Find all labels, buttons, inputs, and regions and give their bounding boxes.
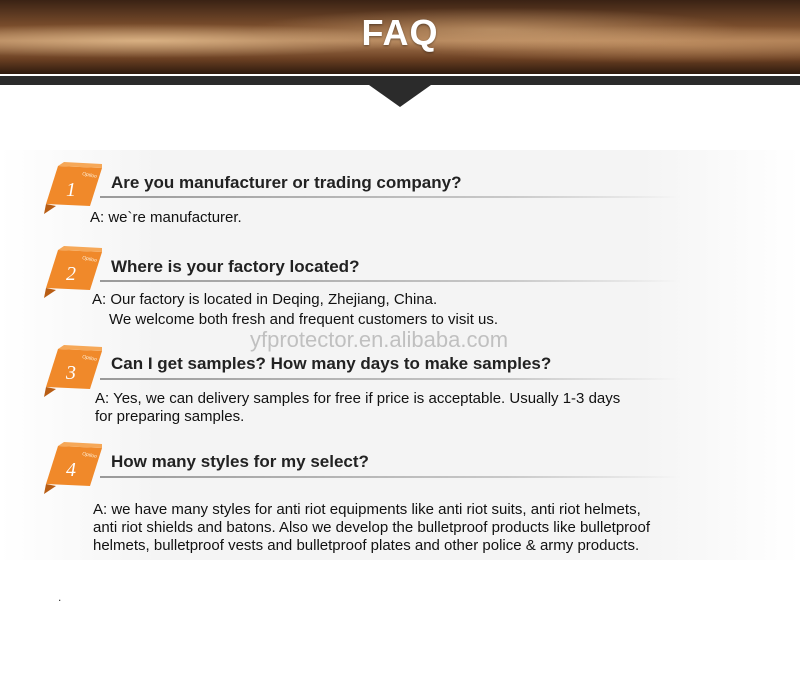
badge-label: Option [81, 354, 98, 364]
number-ribbon-icon [44, 440, 106, 496]
badge-number: 1 [66, 179, 76, 201]
faq-question: Are you manufacturer or trading company? [111, 173, 462, 192]
faq-answer-line: A: Our factory is located in Deqing, Zhejiang, China. [92, 291, 438, 308]
faq-question: Can I get samples? How many days to make samples? [111, 354, 552, 373]
faq-answer-line: for preparing samples. [95, 408, 245, 425]
faq-question: How many styles for my select? [111, 452, 369, 471]
faq-question: Where is your factory located? [111, 257, 360, 276]
banner-arrow-icon [369, 85, 431, 107]
badge-label: Option [81, 451, 98, 461]
badge-number: 2 [66, 263, 76, 285]
faq-banner [0, 0, 800, 74]
banner-divider [0, 76, 800, 85]
faq-answer-line: We welcome both fresh and frequent customers to visit us. [109, 311, 499, 328]
faq-answer-line: helmets, bulletproof vests and bulletproof plates and other police & army products. [93, 537, 640, 554]
watermark: yfprotector.en.alibaba.com [250, 327, 509, 352]
faq-answer-line: A: Yes, we can delivery samples for free if price is acceptable. Usually 1-3 days [95, 390, 621, 407]
badge-number: 4 [66, 459, 76, 481]
question-divider [100, 196, 680, 198]
faq-answer-line: anti riot shields and batons. Also we develop the bulletproof products like bulletproof [93, 519, 651, 536]
faq-answer-line: A: we have many styles for anti riot equipments like anti riot suits, anti riot helmets, [93, 501, 641, 518]
banner-title: FAQ [361, 12, 439, 53]
badge-number: 3 [66, 362, 76, 384]
badge-label: Option [81, 255, 98, 265]
question-divider [100, 476, 680, 478]
question-divider [100, 280, 680, 282]
question-divider [100, 378, 680, 380]
badge-label: Option [81, 171, 98, 181]
footer-dot: . [58, 590, 62, 604]
faq-answer-line: A: we`re manufacturer. [90, 209, 242, 226]
